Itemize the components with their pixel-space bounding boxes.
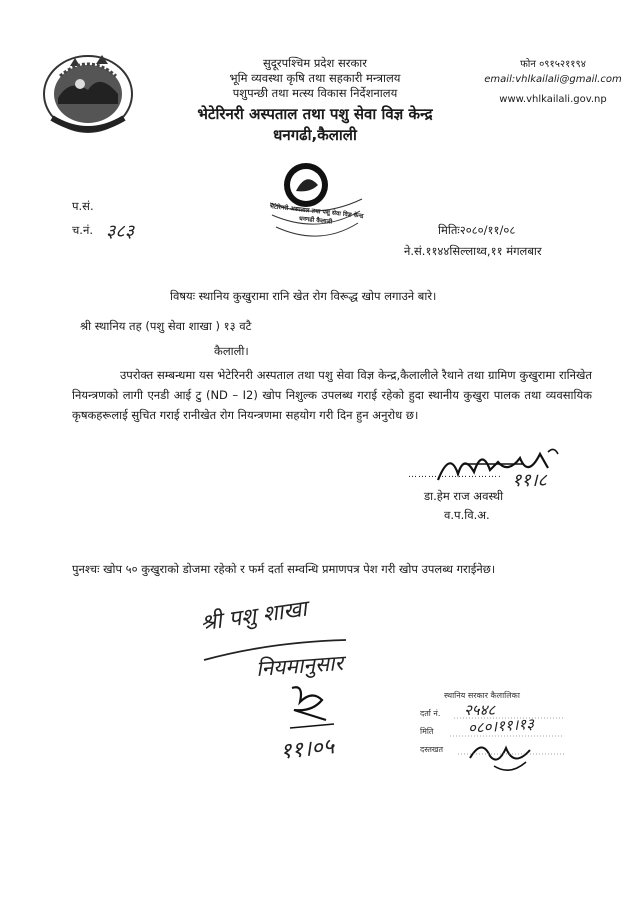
handwritten-initial-mark — [282, 680, 342, 736]
stamp-miti-value: ०८०।११।१३ — [467, 714, 535, 738]
pa-sa-label: प.सं. — [72, 199, 94, 213]
office-seal — [262, 155, 370, 251]
stamp-sign-label: दस्तखत — [420, 745, 444, 754]
date-nepal-samvat: ने.सं.११४४सिल्लाथ्व,११ मंगलबार — [404, 244, 542, 258]
government-emblem — [40, 48, 136, 136]
postscript: पुनश्चः खोप ५० कुखुराको डोजमा रहेको र फर्म दर्ता सम्वन्धि प्रमाणपत्र पेश गरी खोप उपलब्ध गराईनेछ। — [72, 562, 496, 576]
addressee-line-1: श्री स्थानिय तह (पशु सेवा शाखा ) १३ वटै — [80, 319, 252, 333]
stamp-dotted-lines — [414, 682, 574, 780]
handwritten-note-date: ११।०५ — [278, 734, 336, 765]
signature-handwritten-date: ११।८ — [512, 470, 547, 491]
addressee-line-2: कैलाली। — [214, 344, 249, 358]
header-line-3: पशुपन्छी तथा मत्स्य विकास निर्देशनालय — [232, 86, 398, 100]
stamp-darta-label: दर्ता नं. — [420, 709, 441, 718]
handwritten-note-line-1: श्री पशु शाखा — [198, 596, 309, 637]
header-line-4: भेटेरिनरी अस्पताल तथा पशु सेवा विज्ञ केन्द्र — [197, 105, 433, 123]
header-line-1: सुदूरपश्चिम प्रदेश सरकार — [263, 56, 367, 70]
signature-dots: ………………………. — [408, 470, 502, 480]
contact-email: email:vhlkailali@gmail.com — [484, 74, 622, 85]
received-stamp — [414, 682, 574, 780]
stamp-darta-value: २५४८ — [464, 701, 496, 719]
contact-phone: फोन ०९१५२११९४ — [520, 59, 586, 70]
signatory-name: डा.हेम राज अवस्थी — [424, 489, 504, 503]
signature-mark — [428, 444, 578, 490]
handwritten-note-line-2: नियमानुसार — [255, 650, 344, 682]
cha-na-handwritten-value: ३८३ — [106, 221, 135, 242]
signatory-title: व.प.वि.अ. — [444, 508, 490, 522]
date-miti: मितिः२०८०/११/०८ — [438, 223, 516, 237]
letter-body: उपरोक्त सम्बन्धमा यस भेटेरिनरी अस्पताल तथा पशु सेवा विज्ञ केन्द्र,कैलालीले रैथाने तथा ग्रामिण कुखुरामा रानिखेत नियन्त्रणको लागी एनडी आई टु (ND – I2) खोप निशुल्क उपलब्ध गराई रहेको हुदा स्थानीय कुखुरा पालक तथा व्यवसायिक कृषकहरूलाई सुचित गराई रानीखेत रोग नियन्त्रणमा सहयोग गरी दिन हुन अनुरोध छ। — [72, 368, 592, 422]
header-line-2: भूमि व्यवस्था कृषि तथा सहकारी मन्त्रालय — [229, 71, 401, 85]
letter-subject: विषयः स्थानिय कुखुरामा रानि खेत रोग विरूद्ध खोप लगाउने बारे। — [170, 289, 437, 303]
cha-na-label: च.नं. — [72, 223, 93, 237]
header-line-5: धनगढी,कैलाली — [273, 126, 357, 144]
stamp-miti-label: मिति — [420, 727, 434, 736]
contact-website: www.vhlkailali.gov.np — [499, 94, 607, 105]
stamp-title: स्थानिय सरकार कैलालिका — [444, 691, 520, 700]
office-seal-text: भेटेरिनरी अस्पताल तथा पशु सेवा विज्ञ केन्द्र धनगढी कैलाली — [269, 203, 364, 226]
